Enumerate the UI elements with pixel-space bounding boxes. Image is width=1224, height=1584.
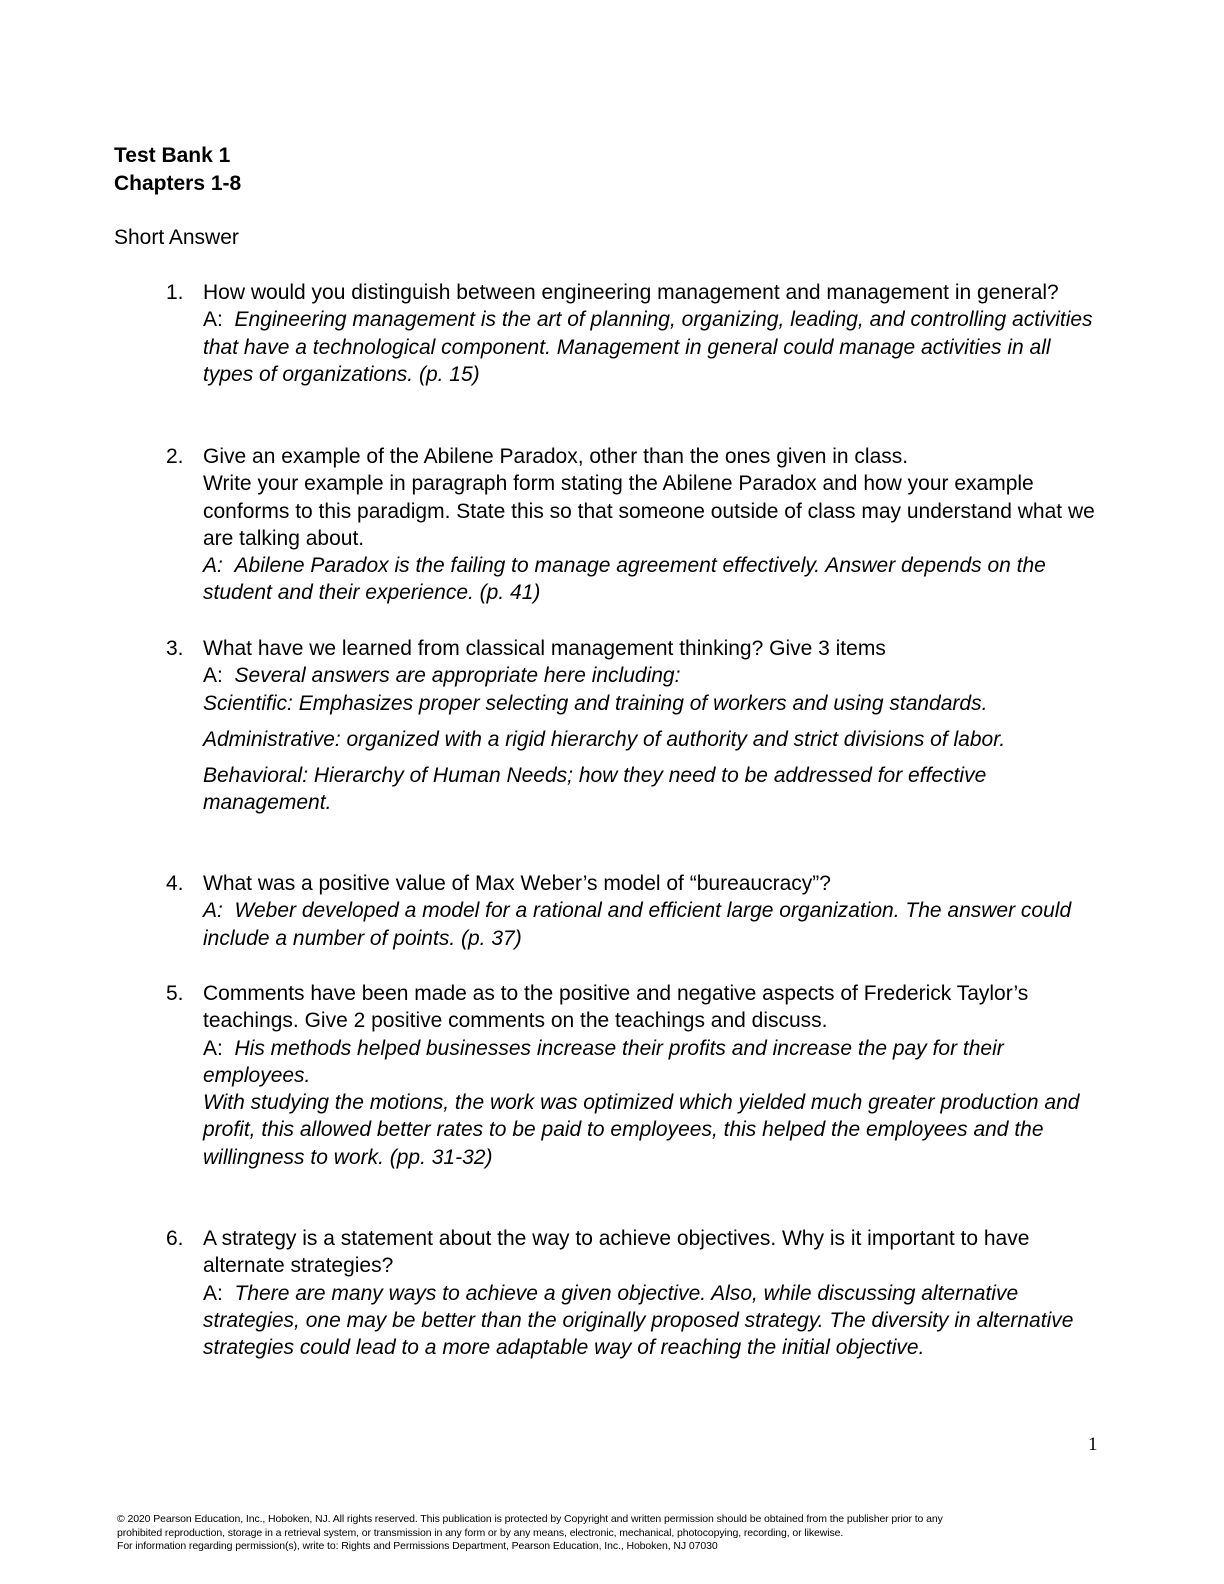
footer-line-2: prohibited reproduction, storage in a retrieval system, or transmission in any form or by any means, electronic, mechanical, photocopying, recording, or likewise. bbox=[117, 1526, 844, 1539]
answer bbox=[203, 306, 1106, 388]
copyright-footer bbox=[117, 1513, 1107, 1554]
question-number: 6. bbox=[166, 1227, 184, 1250]
question-number: 1. bbox=[166, 281, 184, 304]
question-1 bbox=[166, 279, 1106, 388]
answer-item-behavioral: Behavioral: Hierarchy of Human Needs; how they need to be addressed for effective management. bbox=[203, 764, 987, 815]
question-text: What have we learned from classical management thinking? Give 3 items bbox=[203, 637, 886, 660]
answer bbox=[203, 1280, 1106, 1362]
answer bbox=[203, 662, 1106, 689]
question-number: 2. bbox=[166, 445, 184, 468]
question-text: Comments have been made as to the positive and negative aspects of Frederick Taylor’s teachings. Give 2 positive comments on the teachings and discuss. bbox=[203, 982, 1029, 1033]
page-number: 1 bbox=[1088, 1434, 1098, 1455]
answer-label: A: bbox=[203, 554, 223, 578]
question-text: A strategy is a statement about the way to achieve objectives. Why is it important to have alternate strategies? bbox=[203, 1227, 1030, 1278]
answer-text: Abilene Paradox is the failing to manage agreement effectively. Answer depends on the student and their experience. (p. 41) bbox=[203, 554, 1046, 605]
answer-text: His methods helped businesses increase their profits and increase the pay for their employees. bbox=[203, 1036, 1004, 1087]
question-2 bbox=[166, 443, 1106, 607]
footer-line-3: For information regarding permission(s), write to: Rights and Permissions Department, Pearson Education, Inc., Hoboken, NJ 07030 bbox=[117, 1540, 718, 1552]
section-heading: Short Answer bbox=[114, 226, 239, 249]
answer-label: A: bbox=[203, 1281, 223, 1305]
answer-label: A: bbox=[203, 308, 223, 332]
question-text-continued: Write your example in paragraph form stating the Abilene Paradox and how your example conforms to this paradigm. State this so that someone outside of class may understand what we are talking about. bbox=[203, 472, 1095, 550]
answer-text: Several answers are appropriate here including: bbox=[234, 664, 681, 688]
question-number: 3. bbox=[166, 637, 184, 660]
answer bbox=[203, 552, 1106, 607]
question-text: Give an example of the Abilene Paradox, other than the ones given in class. bbox=[203, 445, 909, 468]
answer bbox=[203, 897, 1106, 952]
question-number: 5. bbox=[166, 982, 184, 1005]
question-4 bbox=[166, 870, 1106, 952]
title-line-1: Test Bank 1 bbox=[114, 144, 231, 167]
answer-label: A: bbox=[203, 1036, 223, 1060]
question-text: How would you distinguish between engineering management and management in general? bbox=[203, 281, 1059, 304]
answer-label: A: bbox=[203, 899, 223, 923]
question-5 bbox=[166, 980, 1106, 1171]
answer-label: A: bbox=[203, 664, 223, 688]
answer-text: Weber developed a model for a rational and efficient large organization. The answer could include a number of points. (p. 37) bbox=[203, 899, 1072, 950]
answer-item-administrative: Administrative: organized with a rigid hierarchy of authority and strict divisions of labor. bbox=[203, 727, 1006, 751]
question-3 bbox=[166, 635, 1106, 817]
answer-text: Engineering management is the art of planning, organizing, leading, and controlling activities that have a technological component. Management in general could manage activities in all types of organizations. (p. 15) bbox=[203, 308, 1093, 386]
answer-text: There are many ways to achieve a given objective. Also, while discussing alternative strategies, one may be better than the originally proposed strategy. The diversity in alternative strategies could lead to a more adaptable way of reaching the initial objective. bbox=[203, 1281, 1074, 1360]
answer bbox=[203, 1035, 1106, 1090]
question-6 bbox=[166, 1225, 1106, 1361]
question-number: 4. bbox=[166, 872, 184, 895]
answer-text-continued: With studying the motions, the work was optimized which yielded much greater production and profit, this allowed better rates to be paid to employees, this helped the employees and the willingness to work. (pp. 31-32) bbox=[203, 1091, 1080, 1169]
footer-line-1: © 2020 Pearson Education, Inc., Hoboken, NJ. All rights reserved. This publication is protected by Copyright and written permission should be obtained from the publisher prior to any bbox=[117, 1513, 943, 1525]
answer-item-scientific: Scientific: Emphasizes proper selecting and training of workers and using standards. bbox=[203, 691, 988, 715]
title-line-2: Chapters 1-8 bbox=[114, 172, 242, 195]
document-title bbox=[114, 142, 241, 198]
question-text: What was a positive value of Max Weber’s model of “bureaucracy”? bbox=[203, 872, 831, 895]
